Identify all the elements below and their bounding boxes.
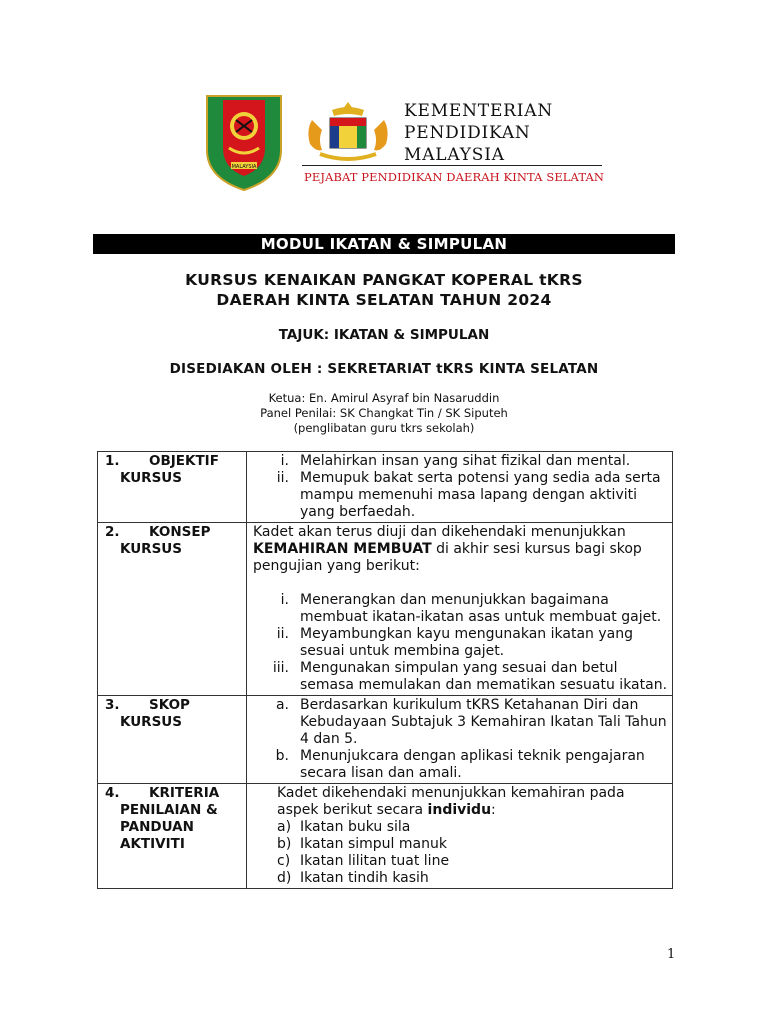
table-row	[98, 784, 673, 889]
table-row	[98, 523, 673, 696]
coat-of-arms-logo	[302, 100, 394, 166]
ministry-line: MALAYSIA	[404, 145, 505, 165]
section-title: AKTIVITI	[120, 836, 185, 852]
list-item	[277, 836, 668, 853]
list-text: Berdasarkan kurikulum tKRS Ketahanan Diri dan Kebudayaan Subtajuk 3 Kemahiran Ikatan Tali Tahun 4 dan 5.	[300, 697, 667, 747]
ministry-line: PENDIDIKAN	[404, 123, 531, 143]
prepared-by-heading: DISEDIAKAN OLEH : SEKRETARIAT tKRS KINTA SELATAN	[169, 361, 599, 377]
list-marker: i.	[280, 453, 289, 469]
list-item	[253, 592, 668, 626]
section-label-cell	[98, 696, 247, 784]
teacher-note: (penglibatan guru tkrs sekolah)	[293, 421, 475, 435]
section-title: KRITERIA	[149, 785, 220, 801]
list-marker: a)	[277, 819, 292, 835]
list-item	[253, 748, 668, 782]
list-marker: a.	[275, 697, 289, 713]
list-marker: b.	[275, 748, 289, 764]
list-marker: ii.	[276, 626, 289, 642]
intro-emphasis: individu	[427, 802, 492, 818]
section-title: PANDUAN	[120, 819, 194, 835]
list-text: Ikatan simpul manuk	[300, 836, 447, 852]
intro-emphasis: KEMAHIRAN MEMBUAT	[253, 541, 432, 557]
list-marker: ii.	[276, 470, 289, 486]
list-item	[277, 853, 668, 870]
tkrs-crest-logo	[203, 92, 285, 192]
ministry-name	[404, 100, 553, 166]
table-row	[98, 696, 673, 784]
list-item	[253, 660, 668, 694]
section-title: KURSUS	[120, 714, 182, 730]
list-text: Memupuk bakat serta potensi yang sedia ada serta mampu memenuhi masa lapang dengan aktiviti yang berfaedah.	[300, 470, 661, 520]
course-details-table	[97, 451, 673, 889]
topic-heading: TAJUK: IKATAN & SIMPULAN	[278, 327, 490, 343]
section-number: 2.	[105, 524, 120, 540]
ministry-divider	[302, 165, 602, 166]
list-item	[277, 819, 668, 836]
list-text: Menerangkan dan menunjukkan bagaimana membuat ikatan-ikatan asas untuk membuat gajet.	[300, 592, 662, 625]
table-row	[98, 452, 673, 523]
ministry-line: KEMENTERIAN	[404, 101, 554, 121]
intro-text: Kadet akan terus diuji dan dikehendaki menunjukkan	[253, 524, 626, 540]
list-item	[277, 870, 668, 887]
section-title: KONSEP	[149, 524, 211, 540]
list-item	[253, 470, 668, 521]
section-label-cell	[98, 452, 247, 523]
section-title: SKOP	[149, 697, 190, 713]
section-content-cell	[247, 784, 673, 889]
list-text: Ikatan lilitan tuat line	[300, 853, 450, 869]
list-marker: b)	[277, 836, 292, 852]
list-text: Melahirkan insan yang sihat fizikal dan mental.	[300, 453, 631, 469]
list-text: Mengunakan simpulan yang sesuai dan betul semasa memulakan dan mematikan sesuatu ikatan.	[300, 660, 668, 693]
section-title: KURSUS	[120, 470, 182, 486]
section-content-cell	[247, 696, 673, 784]
course-title-line-2: DAERAH KINTA SELATAN TAHUN 2024	[216, 291, 552, 309]
section-label-cell	[98, 784, 247, 889]
section-title: OBJEKTIF	[149, 453, 219, 469]
intro-text: :	[491, 802, 496, 818]
list-item	[253, 697, 668, 748]
chair-info: Ketua: En. Amirul Asyraf bin Nasaruddin	[268, 391, 500, 405]
section-title: KURSUS	[120, 541, 182, 557]
section-label-cell	[98, 523, 247, 696]
panel-info: Panel Penilai: SK Changkat Tin / SK Siputeh	[260, 406, 508, 420]
list-marker: i.	[280, 592, 289, 608]
section-intro	[253, 524, 668, 575]
list-marker: c)	[277, 853, 291, 869]
list-marker: d)	[277, 870, 292, 886]
page-number: 1	[667, 947, 676, 962]
list-text: Ikatan buku sila	[300, 819, 411, 835]
list-marker: iii.	[272, 660, 289, 676]
section-number: 1.	[105, 453, 120, 469]
list-item	[253, 626, 668, 660]
module-title: MODUL IKATAN & SIMPULAN	[93, 234, 675, 254]
section-number: 4.	[105, 785, 120, 801]
section-intro	[277, 785, 668, 819]
list-text: Menunjukcara dengan aplikasi teknik pengajaran secara lisan dan amali.	[300, 748, 645, 781]
list-text: Ikatan tindih kasih	[300, 870, 429, 886]
list-text: Meyambungkan kayu mengunakan ikatan yang sesuai untuk membina gajet.	[300, 626, 633, 659]
crest-text: MALAYSIA	[231, 164, 257, 170]
intro-text: Kadet dikehendaki menunjukkan kemahiran pada aspek berikut secara	[277, 785, 625, 818]
section-number: 3.	[105, 697, 120, 713]
intro-text: di akhir sesi kursus bagi skop pengujian yang berikut:	[253, 541, 642, 574]
section-title: PENILAIAN &	[120, 802, 218, 818]
district-office-name: PEJABAT PENDIDIKAN DAERAH KINTA SELATAN	[304, 170, 605, 184]
section-content-cell	[247, 452, 673, 523]
course-title-line-1: KURSUS KENAIKAN PANGKAT KOPERAL tKRS	[185, 271, 583, 289]
list-item	[253, 453, 668, 470]
section-content-cell	[247, 523, 673, 696]
